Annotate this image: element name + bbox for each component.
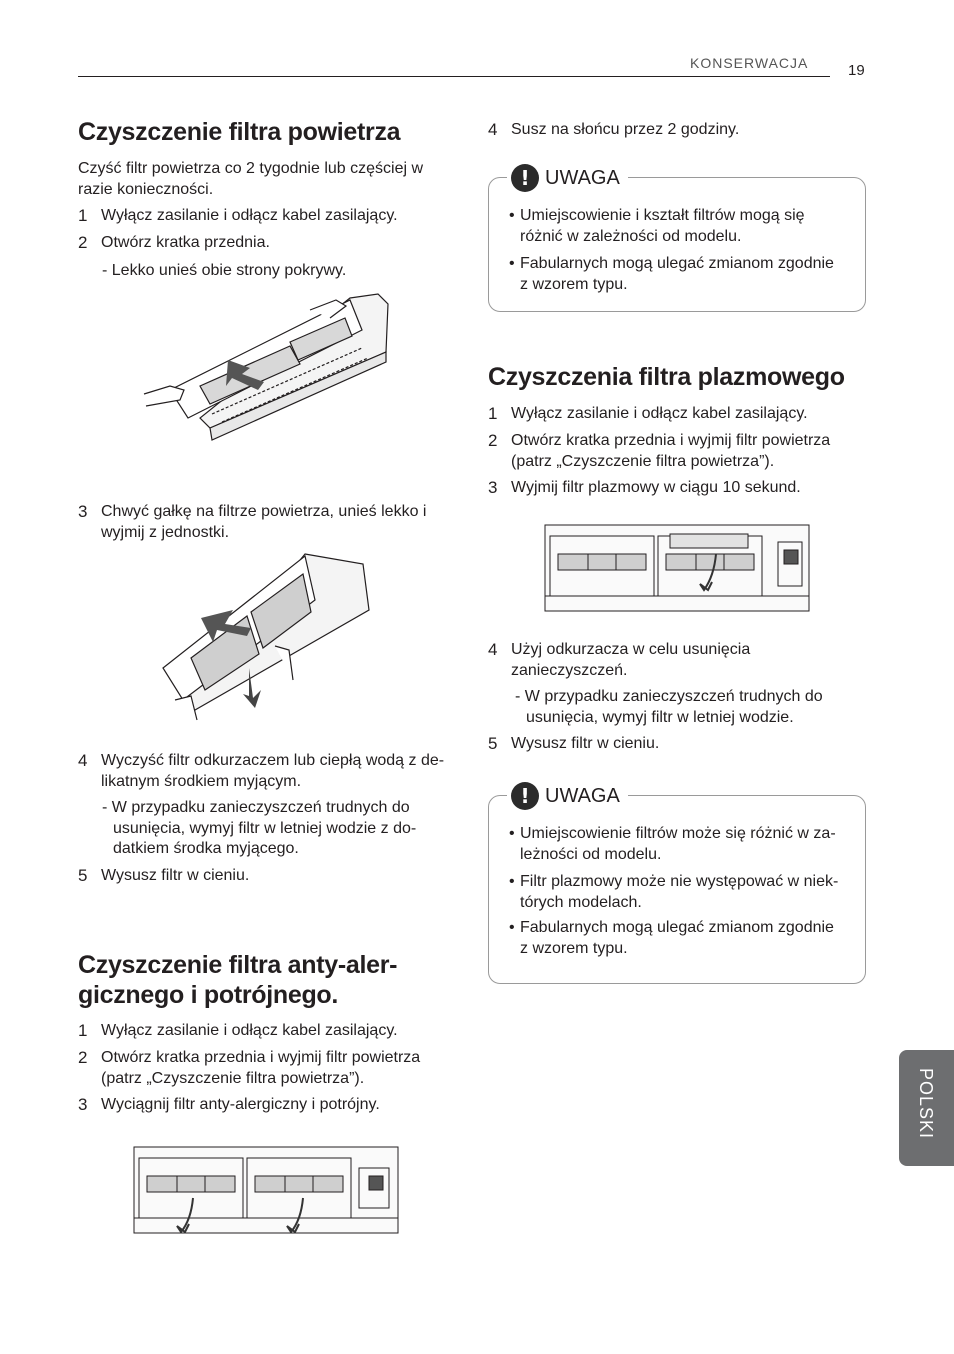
section-title-anti-allergic: Czyszczenie filtra anty-aler- gicznego i potrójnego. <box>78 951 398 1009</box>
header-divider <box>78 76 830 77</box>
note-title: UWAGA <box>545 784 620 807</box>
exclamation-icon: ! <box>511 782 539 810</box>
step-2-sub: - Lekko unieś obie strony pokrywy. <box>102 262 347 279</box>
section-title-air-filter: Czyszczenie filtra powietrza <box>78 118 401 146</box>
illustration-remove-filter <box>155 550 375 725</box>
intro-text: Czyść filtr powietrza co 2 tygodnie lub częściej w razie konieczności. <box>78 160 424 198</box>
note-box-2: ! UWAGA • Umiejscowienie filtrów może się różnić w za- leżności od modelu. • Filtr plazmowy może nie występować w niek- tórych modelach. • Fabularnych mogą ulegać zmianom zgodnie z wzorem typu. <box>488 795 866 984</box>
note-header <box>507 782 628 810</box>
page-number: 19 <box>848 62 865 79</box>
step-4-sub: - W przypadku zanieczyszczeń trudnych do usunięcia, wymyj filtr w letniej wodzie z do- datkiem środka myjącego. <box>102 799 417 857</box>
illustration-open-front-grille <box>140 290 400 460</box>
note-box-1: ! UWAGA • Umiejscowienie i kształt filtrów mogą się różnić w zależności od modelu. • Fabularnych mogą ulegać zmianom zgodnie z wzorem typu. <box>488 177 866 312</box>
illustration-unit-filters <box>133 1146 399 1234</box>
note-title: UWAGA <box>545 166 620 189</box>
illustration-plasma-filter <box>544 524 810 612</box>
exclamation-icon: ! <box>511 164 539 192</box>
language-tab-label: POLSKI <box>916 1068 936 1140</box>
note-header <box>507 164 628 192</box>
step-4-sub: - W przypadku zanieczyszczeń trudnych do usunięcia, wymyj filtr w letniej wodzie. <box>515 688 823 726</box>
section-title-plasma-filter: Czyszczenia filtra plazmowego <box>488 363 845 391</box>
language-tab <box>899 1050 954 1166</box>
section-header: KONSERWACJA <box>690 55 809 71</box>
